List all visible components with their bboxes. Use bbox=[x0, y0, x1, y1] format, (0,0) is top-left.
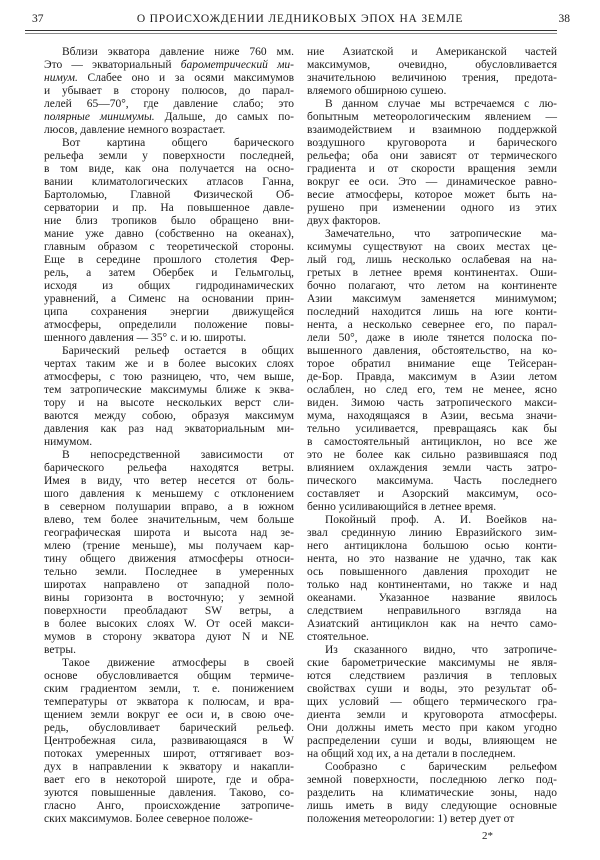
text-line: весие атмосферы, которое может быть на- bbox=[307, 189, 557, 201]
text-line: Барический рельеф остается в общих bbox=[62, 345, 294, 357]
text-line: положения метеорологии: 1) ветер дует от bbox=[307, 813, 515, 825]
text-line: разделить на климатические зоны, надо bbox=[307, 787, 557, 799]
text-line: главным образом с теоретической стороны. bbox=[44, 241, 294, 253]
paragraph bbox=[44, 345, 294, 449]
text-line: В непосредственной зависимости от bbox=[62, 449, 294, 461]
text-line: вышенного давления, обстоятельство, на ко- bbox=[307, 345, 557, 357]
text-line: лый год, лишь несколько ослабевая на на- bbox=[307, 254, 557, 266]
text-line: Вот картина общего барического bbox=[62, 137, 294, 149]
paragraph bbox=[307, 46, 557, 98]
text-line: щением земли вокруг ее оси и, в свою оче- bbox=[44, 709, 294, 721]
text-line: распределении суши и воды, влияющем не bbox=[307, 735, 557, 747]
text-line: гретых в летнее время континентах. Оши- bbox=[307, 267, 557, 279]
text-line: него антициклона большою осью конти- bbox=[307, 540, 557, 552]
paragraph bbox=[307, 644, 557, 761]
text-line: тору и на высоте нескольких верст сли- bbox=[44, 397, 294, 409]
text-line: и убывает в сторону полюсов, до парал- bbox=[44, 85, 294, 97]
text-line: нента, но это название не удачно, так как bbox=[307, 553, 557, 565]
paragraph bbox=[44, 46, 294, 137]
text-line: в северном полушарии вправо, а в южном bbox=[44, 501, 294, 513]
text-line: уравнений, а Сименс на основании прин- bbox=[44, 293, 294, 305]
text-segment: Дальше, до самых по- bbox=[154, 111, 294, 123]
text-line: Вблизи экватора давление ниже 760 мм. bbox=[62, 46, 294, 58]
text-line: ослаблен, но след его, тем не менее, ясно bbox=[307, 384, 557, 396]
text-line: рельефа земли у поверхности последней, bbox=[44, 150, 294, 162]
text-line: атмосферы, с тою разницею, что, чем выше, bbox=[44, 371, 294, 383]
text-line: В данном случае мы встречаемся с лю- bbox=[325, 98, 557, 110]
text-line: лели 50°, даже в июле тянется полоска по- bbox=[307, 332, 557, 344]
text-line: основе обусловливается общим термиче- bbox=[44, 670, 294, 682]
text-line: значительною величиною трения, предота- bbox=[307, 72, 557, 84]
text-line: серватории и пр. На повышенное давле- bbox=[44, 202, 294, 214]
text-line: тем затропические максимумы ближе к эква- bbox=[44, 384, 294, 396]
text-line: Бартоломью, Главной Физической Об- bbox=[44, 189, 294, 201]
text-line: дух в направлении к экватору и накапли- bbox=[44, 761, 294, 773]
text-line: ксимумы существуют на своих местах це- bbox=[307, 241, 557, 253]
paragraph bbox=[307, 98, 557, 228]
text-line: диента земли и круговорота атмосферы. bbox=[307, 709, 557, 721]
text-line: зуются повышенные давления. Таково, со- bbox=[44, 787, 294, 799]
text-line: мумов в сторону экватора дуют N и NE bbox=[44, 631, 294, 643]
running-header-title: О ПРОИСХОЖДЕНИИ ЛЕДНИКОВЫХ ЭПОХ НА ЗЕМЛЕ bbox=[136, 13, 464, 25]
page-number-right: 38 bbox=[558, 13, 570, 25]
text-line: только над континентами, но также и над bbox=[307, 579, 557, 591]
text-line: млею (трение меньше), мы получаем кар- bbox=[44, 540, 294, 552]
text-line: ние близ тропиков было обращено вни- bbox=[44, 215, 294, 227]
text-line: на общий ход их, а на детали в последнем. bbox=[307, 748, 516, 760]
text-line bbox=[44, 72, 294, 85]
text-line: Замечательно, что затропические ма- bbox=[325, 228, 557, 240]
left-column bbox=[44, 46, 294, 826]
text-line: температуры от экватора к полюсам, и вра- bbox=[44, 696, 294, 708]
text-line: земной поверхности, последнюю легко под- bbox=[307, 774, 557, 786]
text-line: двух факторов. bbox=[307, 215, 381, 227]
text-line: бенно усиливающийся в летнее время. bbox=[307, 501, 497, 513]
right-column bbox=[307, 46, 557, 826]
text-line: барического рельефа находятся ветры. bbox=[44, 462, 294, 474]
text-line: исходя из общих гидродинамических bbox=[44, 280, 294, 292]
text-line: рушено при изменении одного из этих bbox=[307, 202, 557, 214]
text-line: в том виде, как она получается на осно- bbox=[44, 163, 294, 175]
paragraph bbox=[307, 228, 557, 514]
text-line: де-Бор. Правда, максимум в Азии летом bbox=[307, 371, 557, 383]
text-line: тельно усиливается, превращаясь как бы bbox=[307, 423, 557, 435]
italic-term: полярные минимумы. bbox=[44, 111, 155, 123]
text-line: нимумом. bbox=[44, 436, 93, 448]
text-line: мание уже давно (собственно на океанах), bbox=[44, 228, 294, 240]
text-line: бопытным метеорологическим явлением — bbox=[307, 111, 557, 123]
text-line: в самостоятельный антициклон, но все же bbox=[307, 436, 557, 448]
text-line: Из сказанного видно, что затропиче- bbox=[325, 644, 557, 656]
text-line: щих условий — общего термического гра- bbox=[307, 696, 557, 708]
text-line: океанами. Указанное название явилось bbox=[307, 592, 557, 604]
text-line: Азиатский антициклон как на нечто само- bbox=[307, 618, 557, 630]
text-line: следствием неправильного взгляда на bbox=[307, 605, 557, 617]
text-line: Азии максимум заменяется минимумом; bbox=[307, 293, 557, 305]
text-line: воздушного круговорота и барического bbox=[307, 137, 557, 149]
text-line: в более высоких слоях W. От осей макси- bbox=[44, 618, 294, 630]
text-line: мума, находящаяся в Азии, весьма значи- bbox=[307, 410, 557, 422]
text-line: чертах таким же и в более высоких слоях bbox=[44, 358, 294, 370]
text-line: градиента и от скорости вращения земли bbox=[307, 163, 557, 175]
header-rule bbox=[25, 30, 557, 31]
text-line: давления как раз над экваториальным ми- bbox=[44, 423, 294, 435]
text-line: пического максимума. Часть последнего bbox=[307, 475, 557, 487]
text-line: ских максимумов. Более северное положе- bbox=[44, 813, 253, 825]
text-line: взаимодействием и взаимною поддержкой bbox=[307, 124, 557, 136]
paragraph bbox=[44, 137, 294, 345]
text-line: последний находится лишь на юге конти- bbox=[307, 306, 557, 318]
text-line: Покойный проф. А. И. Воейков на- bbox=[325, 514, 557, 526]
text-line: вокруг ее оси. Это — динамическое равно- bbox=[307, 176, 557, 188]
text-line: вании климатологических атласов Ганна, bbox=[44, 176, 294, 188]
text-line bbox=[44, 59, 294, 72]
text-line: Они должны иметь место при каком угодно bbox=[307, 722, 557, 734]
text-line: редь, обусловливает барический рельеф. bbox=[44, 722, 294, 734]
text-line: влиянием охлаждения земли часть затро- bbox=[307, 462, 557, 474]
text-line: бочно полагают, что летом на континенте bbox=[307, 280, 557, 292]
italic-term: барометрический ми- bbox=[180, 59, 294, 71]
text-line: торое обратил внимание еще Тейсеран- bbox=[307, 358, 557, 370]
text-line: ципа сохранения энергии движущейся bbox=[44, 306, 294, 318]
text-segment: Слабее оно и за осями максимумов bbox=[77, 72, 294, 84]
paragraph bbox=[44, 449, 294, 657]
text-line: шенного давления — 35° с. и ю. широты. bbox=[44, 332, 247, 344]
text-line: максимумов, очевидно, обусловливается bbox=[307, 59, 557, 71]
text-line: ются следствием различия в тепловых bbox=[307, 670, 557, 682]
paragraph bbox=[44, 657, 294, 826]
text-line: Имея в виду, что ветер несется от боль- bbox=[44, 475, 294, 487]
text-line: нента, а несколько севернее его, по парал- bbox=[307, 319, 557, 331]
text-line: широтах направлено от западной поло- bbox=[44, 579, 294, 591]
text-line: ским градиентом земли, т. е. понижением bbox=[44, 683, 294, 695]
text-line: Такое движение атмосферы в своей bbox=[62, 657, 294, 669]
text-line: рель, а затем Обербек и Гельмгольц, bbox=[44, 267, 294, 279]
paragraph bbox=[307, 761, 557, 826]
text-line: атмосферы, определили положение повы- bbox=[44, 319, 294, 331]
text-line: звал срединную линию Евразийского зим- bbox=[307, 527, 557, 539]
text-line: шого давления к меньшему с отклонением bbox=[44, 488, 294, 500]
text-line bbox=[44, 111, 294, 124]
text-line: тину общего движения атмосферы относи- bbox=[44, 553, 294, 565]
text-line: ветры. bbox=[44, 644, 76, 656]
paragraph bbox=[307, 514, 557, 644]
text-line: составляет и Азорский максимум, осо- bbox=[307, 488, 557, 500]
text-line: вляемого обширною сушею. bbox=[307, 85, 447, 97]
text-segment: Это — экваториальный bbox=[44, 59, 181, 71]
text-line: лелей 65—70°, где давление слабо; это bbox=[44, 98, 294, 110]
italic-term: нимум. bbox=[44, 72, 78, 84]
text-line: Сообразно с барическим рельефом bbox=[325, 761, 557, 773]
page-number-left: 37 bbox=[32, 13, 44, 25]
text-line: гласно Анго, происхождение затропиче- bbox=[44, 800, 294, 812]
text-line: географическая широта и высота над зе- bbox=[44, 527, 294, 539]
text-line: ось повышенного давления проходит не bbox=[307, 566, 557, 578]
text-line: ские барометрические максимумы не явля- bbox=[307, 657, 557, 669]
text-line: виден. Зимою часть затропического макси- bbox=[307, 397, 557, 409]
text-line: тельно земли. Последнее в умеренных bbox=[44, 566, 294, 578]
text-line: Центробежная сила, развивающаяся в W bbox=[44, 735, 294, 747]
signature-mark: 2* bbox=[482, 830, 493, 842]
text-line: вины горизонта в восточную; у земной bbox=[44, 592, 294, 604]
text-line: это не более как сильно развившаяся под bbox=[307, 449, 557, 461]
text-line: лишь иметь в виду следующие основные bbox=[307, 800, 557, 812]
text-line: Еще в середине прошлого столетия Фер- bbox=[44, 254, 294, 266]
text-line: ние Азиатской и Американской частей bbox=[307, 46, 557, 58]
text-line: ваются между собою, образуя максимум bbox=[44, 410, 294, 422]
text-line: поверхности преобладают SW ветры, а bbox=[44, 605, 294, 617]
text-line: стоятельное. bbox=[307, 631, 369, 643]
text-line: свойствах суши и воды, это результат об- bbox=[307, 683, 557, 695]
text-line: потоках умеренных широт, оттягивает воз- bbox=[44, 748, 294, 760]
text-line: люсов, давление немного возрастает. bbox=[44, 124, 226, 136]
text-line: рельефа; оба они зависят от термического bbox=[307, 150, 557, 162]
text-line: вает его в некоторой широте, где и обра- bbox=[44, 774, 294, 786]
text-line: влево, тем более значительным, чем больше bbox=[44, 514, 294, 526]
header-rule-thin bbox=[25, 33, 557, 34]
